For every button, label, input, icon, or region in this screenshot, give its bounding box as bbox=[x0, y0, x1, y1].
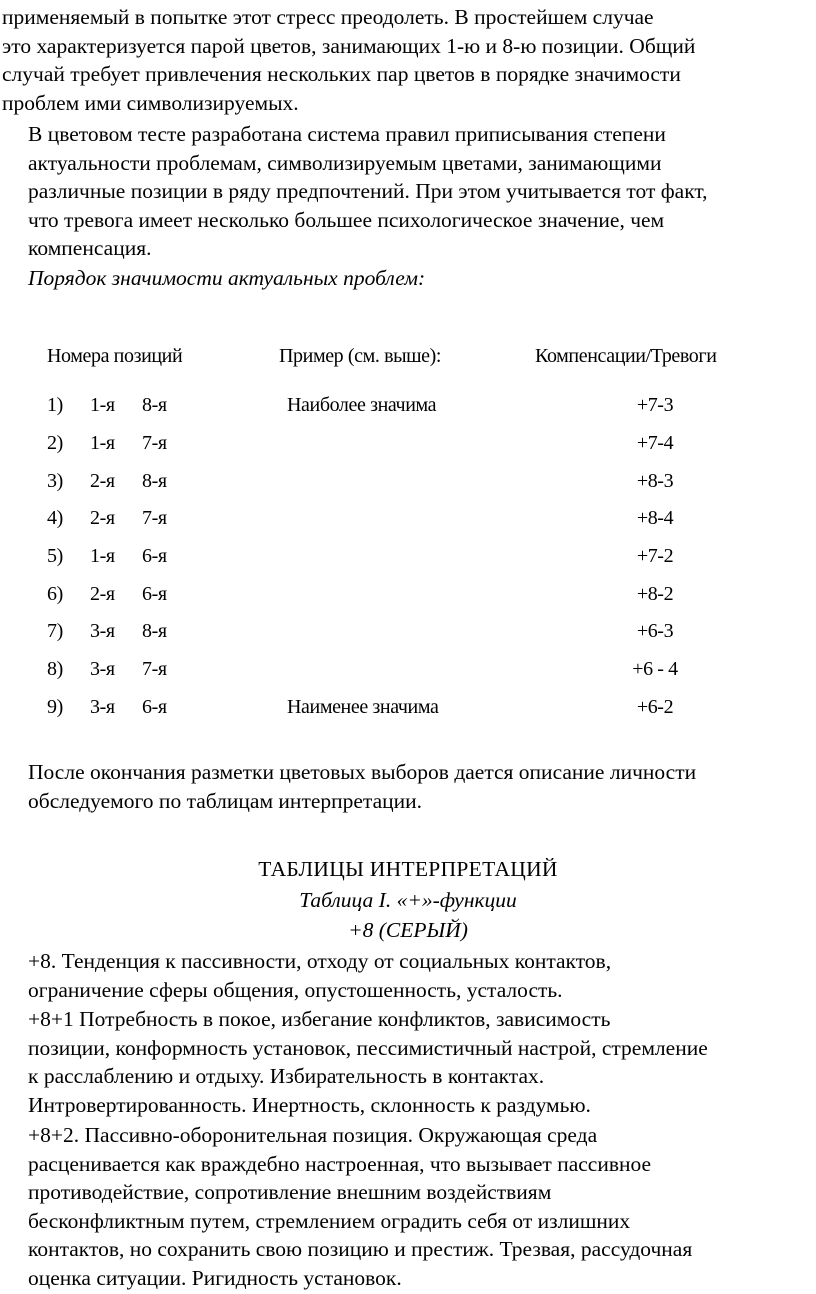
text-line: оценка ситуации. Ригидность установок. bbox=[28, 1265, 402, 1290]
text-line: различные позиции в ряду предпочтений. При этом учитывается тот факт, bbox=[28, 179, 708, 204]
text-line: Интровертированность. Инертность, склонность к раздумью. bbox=[28, 1092, 591, 1117]
text-line: противодействие, сопротивление внешним воздействиям bbox=[28, 1180, 552, 1205]
intro-paragraph-1 bbox=[2, 3, 814, 117]
row-number: 6) bbox=[47, 583, 63, 605]
position-first: 2-я bbox=[90, 470, 115, 492]
row-number: 3) bbox=[47, 470, 63, 492]
value-cell: +7-2 bbox=[636, 545, 674, 567]
section-heading: ТАБЛИЦЫ ИНТЕРПРЕТАЦИЙ bbox=[258, 857, 558, 881]
after-table-paragraph bbox=[2, 758, 814, 815]
position-second: 8-я bbox=[142, 394, 167, 416]
value-cell: +8-2 bbox=[636, 583, 674, 605]
position-second: 8-я bbox=[142, 620, 167, 642]
position-second: 6-я bbox=[142, 696, 167, 718]
table-caption: Порядок значимости актуальных проблем: bbox=[28, 266, 426, 290]
text-line: расценивается как враждебно настроенная, что вызывает пассивное bbox=[28, 1151, 652, 1176]
position-first: 2-я bbox=[90, 507, 115, 529]
text-line: ограничение сферы общения, опустошенность, усталость. bbox=[28, 977, 563, 1002]
value-cell: +7-4 bbox=[636, 432, 674, 454]
position-first: 2-я bbox=[90, 583, 115, 605]
text-line: что тревога имеет несколько большее психологическое значение, чем bbox=[28, 207, 665, 232]
column-header-example: Пример (см. выше): bbox=[279, 345, 442, 367]
position-second: 6-я bbox=[142, 583, 167, 605]
text-line: +8. Тенденция к пассивности, отходу от социальных контактов, bbox=[28, 949, 612, 973]
example-cell: Наименее значима bbox=[287, 696, 439, 718]
position-first: 1-я bbox=[90, 545, 115, 567]
text-line: компенсация. bbox=[28, 236, 152, 261]
value-cell: +6 - 4 bbox=[632, 658, 678, 680]
row-number: 1) bbox=[47, 394, 63, 416]
entry-paragraph bbox=[2, 1121, 814, 1293]
example-cell: Наиболее значима bbox=[287, 394, 437, 416]
text-line: После окончания разметки цветовых выборов дается описание личности bbox=[28, 760, 697, 784]
position-second: 7-я bbox=[142, 507, 167, 529]
column-header-values: Компенсации/Тревоги bbox=[535, 345, 717, 367]
position-first: 1-я bbox=[90, 432, 115, 454]
value-cell: +6-3 bbox=[636, 620, 674, 642]
text-line: позиции, конформность установок, пессимистичный настрой, стремление bbox=[28, 1035, 708, 1060]
text-line: обследуемого по таблицам интерпретации. bbox=[28, 788, 423, 813]
value-cell: +6-2 bbox=[636, 696, 674, 718]
text-line: применяемый в попытке этот стресс преодолеть. В простейшем случае bbox=[2, 5, 654, 29]
entry-paragraph bbox=[2, 947, 814, 1004]
row-number: 5) bbox=[47, 545, 63, 567]
text-line: случай требует привлечения нескольких пар цветов в порядке значимости bbox=[2, 62, 681, 87]
row-number: 4) bbox=[47, 507, 63, 529]
position-second: 8-я bbox=[142, 470, 167, 492]
color-title: +8 (СЕРЫЙ) bbox=[348, 918, 468, 942]
text-line: бесконфликтным путем, стремлением оградить себя от излишних bbox=[28, 1208, 631, 1233]
position-first: 3-я bbox=[90, 620, 115, 642]
position-first: 3-я bbox=[90, 658, 115, 680]
position-second: 7-я bbox=[142, 432, 167, 454]
table-title: Таблица I. «+»-функции bbox=[299, 888, 517, 912]
column-header-positions: Номера позиций bbox=[47, 345, 183, 367]
row-number: 2) bbox=[47, 432, 63, 454]
row-number: 8) bbox=[47, 658, 63, 680]
text-line: к расслаблению и отдыху. Избирательность в контактах. bbox=[28, 1064, 545, 1089]
row-number: 9) bbox=[47, 696, 63, 718]
text-line: В цветовом тесте разработана система правил приписывания степени bbox=[28, 122, 666, 146]
value-cell: +8-3 bbox=[636, 470, 674, 492]
intro-paragraph-2 bbox=[2, 120, 814, 263]
entry-paragraph bbox=[2, 1005, 814, 1119]
position-second: 7-я bbox=[142, 658, 167, 680]
text-line: это характеризуется парой цветов, занимающих 1-ю и 8-ю позиции. Общий bbox=[2, 33, 696, 58]
text-line: +8+2. Пассивно-оборонительная позиция. Окружающая среда bbox=[28, 1123, 598, 1147]
position-first: 3-я bbox=[90, 696, 115, 718]
position-first: 1-я bbox=[90, 394, 115, 416]
row-number: 7) bbox=[47, 620, 63, 642]
text-line: контактов, но сохранить свою позицию и престиж. Трезвая, рассудочная bbox=[28, 1237, 693, 1262]
value-cell: +7-3 bbox=[636, 394, 674, 416]
text-line: +8+1 Потребность в покое, избегание конфликтов, зависимость bbox=[28, 1007, 611, 1031]
text-line: проблем ими символизируемых. bbox=[2, 90, 299, 115]
text-line: актуальности проблемам, символизируемым цветами, занимающими bbox=[28, 150, 662, 175]
position-second: 6-я bbox=[142, 545, 167, 567]
value-cell: +8-4 bbox=[636, 507, 674, 529]
